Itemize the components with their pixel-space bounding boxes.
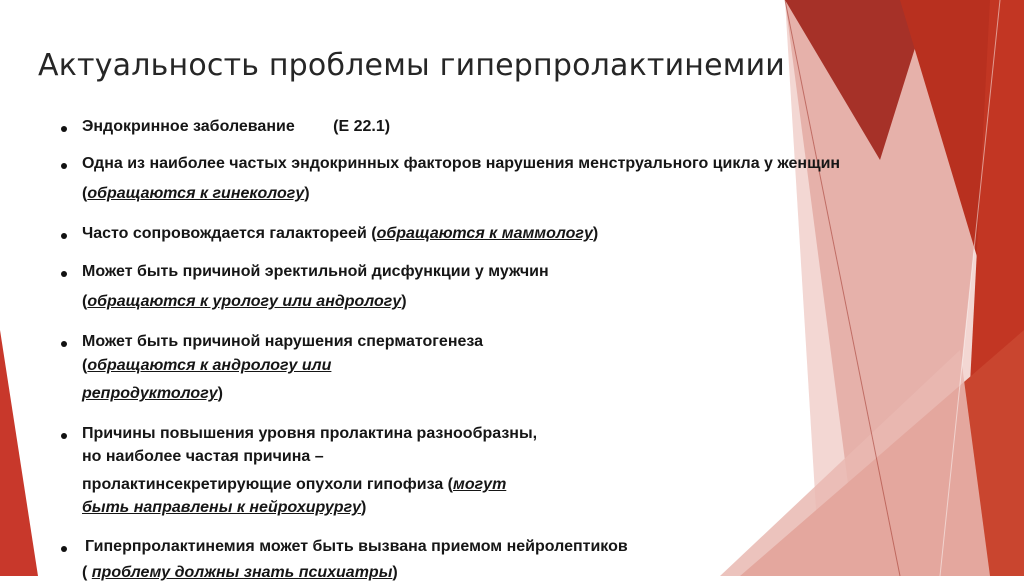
bullet-6-label: пролактинсекретирующие опухоли гипофиза [82,476,444,493]
bullet-4-line-1: Может быть причиной эректильной дисфункции у мужчин [82,263,549,280]
bullet-4-line-2: (обращаются к урологу или андрологу) [82,293,407,310]
bullet-5-note-1: обращаются к андрологу или [87,357,332,374]
bullet-5-note-2: репродуктологу [82,385,218,402]
bullet-1-text [82,118,390,136]
bullet-5-line-3: репродуктологу) [82,385,223,402]
bullet-3-note: обращаются к маммологу [376,225,593,242]
bullet-6-line-3: пролактинсекретирующие опухоли гипофиза (могут [82,476,507,493]
bullet-5-line-1: Может быть причиной нарушения сперматогенеза [82,333,484,350]
bullet-6-line-4: быть направлены к нейрохирургу) [82,499,367,516]
bullet-dot [61,271,67,277]
bullet-3-text: Часто сопровождается галактореей (обращаются к маммологу) [82,225,599,242]
bullet-dot [61,126,67,132]
bullet-2-line-1: Одна из наиболее частых эндокринных факторов нарушения менструального цикла у женщин [82,155,841,172]
bullet-dot [61,341,67,347]
bullet-1-label: Эндокринное заболевание [82,118,295,135]
slide-title: Актуальность проблемы гиперпролактинемии [38,48,785,83]
bullet-dot [61,233,67,239]
bullet-dot [61,433,67,439]
bullet-6-note-2: быть направлены к нейрохирургу [82,499,362,516]
bullet-1-code: (Е 22.1) [333,118,391,135]
bullet-6-line-2: но наиболее частая причина – [82,448,324,465]
bullet-2-note: обращаются к гинекологу [87,185,305,202]
bullet-5-line-2: (обращаются к андрологу или [82,357,332,374]
bullet-2-line-2: (обращаются к гинекологу) [82,185,310,202]
bullet-7-note: проблему должны знать психиатры [91,564,393,581]
bullet-7-line-2: ( проблему должны знать психиатры) [82,564,398,581]
bullet-3-label: Часто сопровождается галактореей [82,225,367,242]
bullet-6-note-1: могут [453,476,507,493]
bullet-6-line-1: Причины повышения уровня пролактина разнообразны, [82,425,538,442]
bullet-4-note: обращаются к урологу или андрологу [87,293,402,310]
bullet-dot [61,546,67,552]
bullet-7-line-1: Гиперпролактинемия может быть вызвана приемом нейролептиков [85,538,628,555]
bullet-dot [61,163,67,169]
